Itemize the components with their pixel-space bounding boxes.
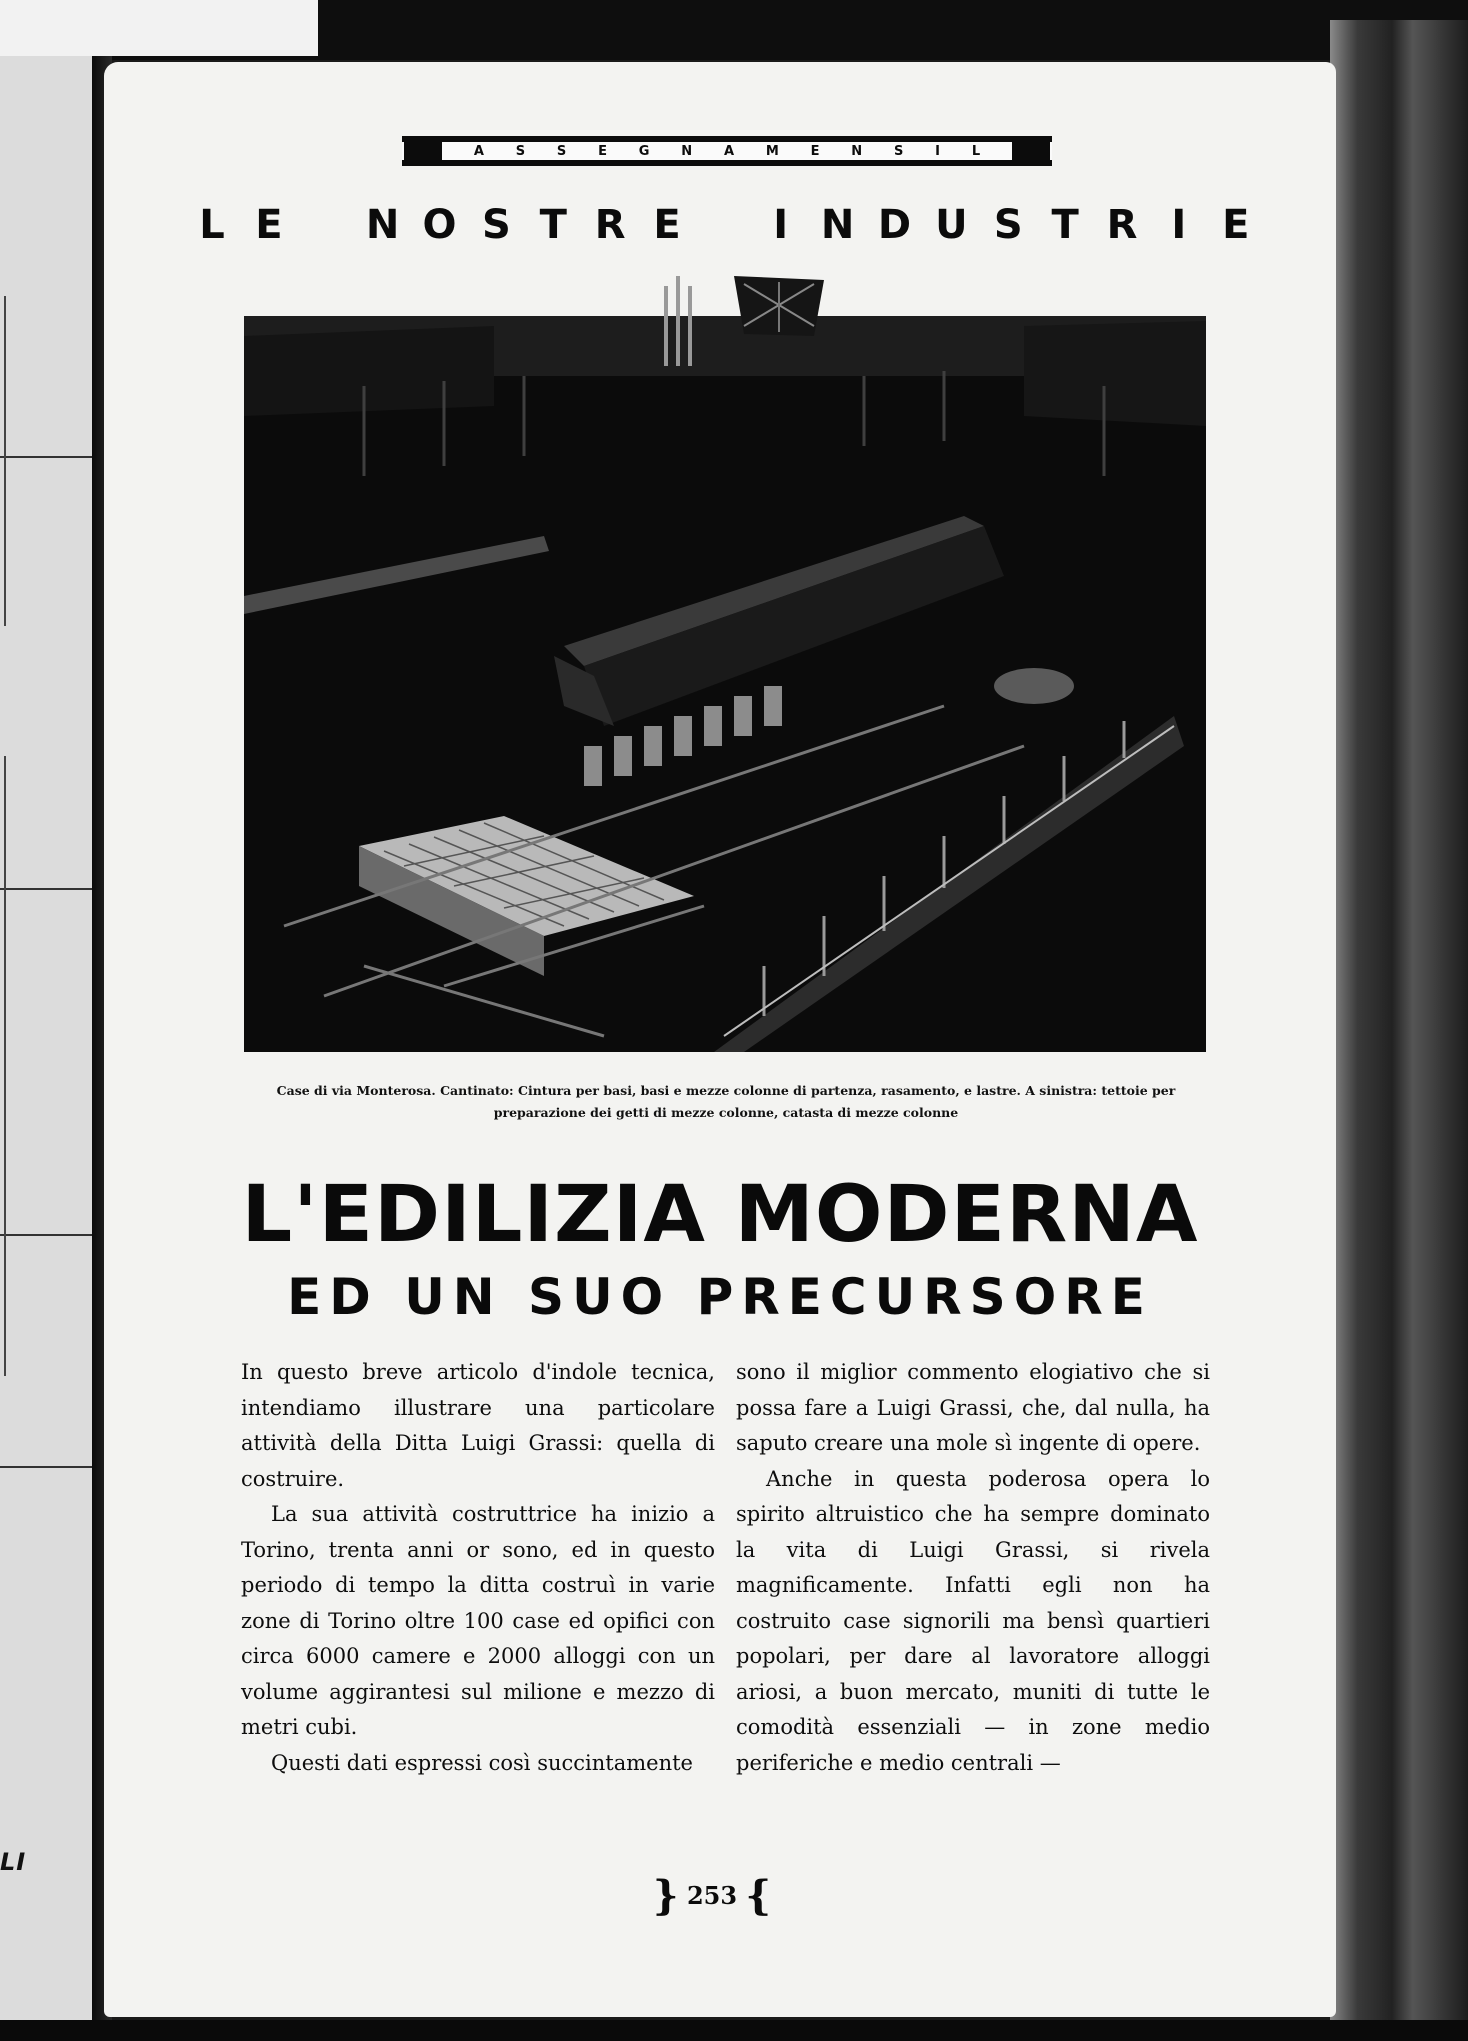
banner-letter: S (515, 143, 526, 159)
section-title-letter: L (199, 202, 225, 248)
previous-page-word: LI (0, 1848, 27, 1876)
photo-caption-line-1: Case di via Monterosa. Cantinato: Cintura per basi, basi e mezze colonne di partenza, rasamento, e lastre. A sinistra: tettoie per (276, 1083, 1176, 1098)
previous-page-edge (0, 56, 100, 2041)
banner-letter: A (723, 143, 735, 159)
section-title-letter: E (255, 202, 283, 248)
section-title-letter: S (481, 202, 511, 248)
page-number-ornament-left: } (652, 1872, 679, 1919)
scan-bottom-border (0, 2020, 1468, 2041)
banner-block-right (1012, 142, 1050, 160)
banner-letter: S (893, 143, 904, 159)
section-title-letter: R (1106, 202, 1138, 248)
headline-line-1: L'EDILIZIA MODERNA (241, 1170, 1199, 1260)
section-title-letter: N (820, 202, 855, 248)
paragraph: Questi dati espressi così succintamente (271, 1750, 693, 1775)
section-title-letter: U (935, 202, 968, 248)
banner-letter: M (765, 143, 779, 159)
banner-block-left (404, 142, 442, 160)
construction-site-photo (244, 276, 1206, 1052)
previous-page-rule (0, 1234, 96, 1236)
article-headline (164, 1170, 1276, 1328)
page-number-ornament-right: { (745, 1872, 772, 1919)
page-number-value: 253 (686, 1881, 738, 1910)
section-title-letter: T (1051, 202, 1079, 248)
banner-letter: G (638, 143, 650, 159)
banner-letter: N (681, 143, 693, 159)
section-title-letter: E (1222, 202, 1250, 248)
paragraph: sono il miglior commento elogiativo che si possa fare a Luigi Grassi, che, dal nulla, ha saputo creare una mole sì ingente di opere. (736, 1360, 1210, 1455)
article-column-left (241, 1355, 715, 1781)
magazine-page (104, 62, 1336, 2017)
banner-letter: E (810, 143, 820, 159)
section-title-space (706, 202, 742, 248)
previous-page-line (4, 756, 6, 1376)
section-title-letter: T (539, 202, 567, 248)
section-title-letter: S (993, 202, 1023, 248)
banner-letter: L (971, 143, 981, 159)
book-page-edges (1330, 20, 1468, 2041)
section-title-letter: I (1171, 202, 1187, 248)
banner-letter: I (935, 143, 941, 159)
paragraph: In questo breve articolo d'indole tecnica, intendiamo illustrare una particolare attività della Ditta Luigi Grassi: quella di costruire. (241, 1360, 715, 1491)
banner-letter: S (556, 143, 567, 159)
page-number (652, 1872, 772, 1919)
photo-caption-line-2: preparazione dei getti di mezze colonne, catasta di mezze colonne (493, 1105, 959, 1120)
section-title-letter: D (877, 202, 912, 248)
photo-caption (240, 1080, 1212, 1124)
section-title-letter: N (365, 202, 400, 248)
banner-letter: N (851, 143, 863, 159)
section-title-space (308, 202, 344, 248)
article-column-right (736, 1355, 1210, 1781)
section-title-letter: O (422, 202, 457, 248)
headline-line-2: ED UN SUO PRECURSORE (287, 1268, 1153, 1326)
banner-letter: A (473, 143, 484, 159)
section-title-letter: R (594, 202, 626, 248)
paragraph: Anche in questa poderosa opera lo spirito altruistico che ha sempre dominato la vita di Luigi Grassi, si rivela magnificamente. Infatti egli non ha costruito case signorili ma bensì quartieri popolari, per dare al lavoratore alloggi ariosi, a buon mercato, muniti di tutte le comodità essenziali — in zone medio periferiche e medio centrali — (736, 1466, 1210, 1775)
previous-page-rule (0, 888, 96, 890)
section-title-letter: I (773, 202, 789, 248)
paragraph: La sua attività costruttrice ha inizio a Torino, trenta anni or sono, ed in questo periodo di tempo la ditta costruì in varie zone di Torino oltre 100 case ed opifici con circa 6000 camere e 2000 alloggi con un volume aggirantesi sul milione e mezzo di metri cubi. (241, 1502, 715, 1739)
scan-top-left-paper (0, 0, 318, 56)
magazine-header-banner (402, 136, 1052, 166)
previous-page-line (4, 296, 6, 626)
section-title (194, 202, 1254, 248)
previous-page-rule (0, 456, 96, 458)
construction-site-illustration (244, 276, 1206, 1052)
previous-page-rule (0, 1466, 96, 1468)
banner-letter: E (598, 143, 607, 159)
section-title-letter: E (653, 202, 681, 248)
